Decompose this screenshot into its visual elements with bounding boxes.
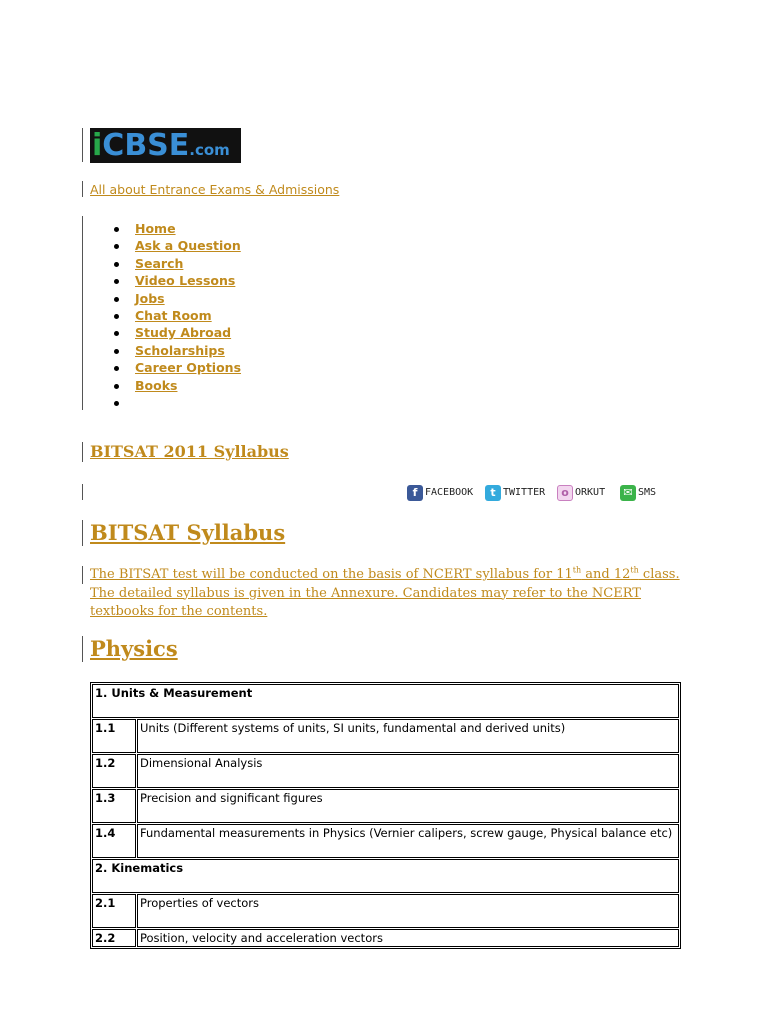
intro-marker bbox=[82, 566, 83, 584]
nav-label[interactable]: Books bbox=[135, 377, 178, 393]
table-cell-topic: Properties of vectors bbox=[137, 894, 679, 928]
table-cell-topic: Fundamental measurements in Physics (Vernier calipers, screw gauge, Physical balance etc) bbox=[137, 824, 679, 858]
table-cell-topic: Position, velocity and acceleration vectors bbox=[137, 929, 679, 947]
nav-item-career-options[interactable] bbox=[112, 359, 241, 376]
intro-part2: and 12 bbox=[581, 567, 631, 582]
table-row bbox=[92, 719, 679, 753]
bullet-icon bbox=[114, 401, 119, 406]
section-title[interactable]: BITSAT Syllabus bbox=[90, 520, 286, 545]
logo-suffix: .com bbox=[189, 141, 230, 159]
table-cell-number: 2.1 bbox=[92, 894, 136, 928]
table-section-header: 1. Units & Measurement bbox=[92, 684, 679, 718]
table-row bbox=[92, 684, 679, 718]
table-cell-topic: Dimensional Analysis bbox=[137, 754, 679, 788]
nav-item-search[interactable] bbox=[112, 255, 241, 272]
bullet-icon bbox=[114, 227, 119, 232]
share-sms[interactable] bbox=[620, 484, 656, 501]
nav-item-books[interactable] bbox=[112, 377, 241, 394]
nav-label[interactable]: Home bbox=[135, 221, 176, 236]
nav-item-video-lessons[interactable] bbox=[112, 272, 241, 289]
bullet-icon bbox=[114, 366, 119, 371]
share-orkut[interactable] bbox=[557, 484, 605, 501]
nav-label[interactable]: Scholarships bbox=[135, 342, 225, 358]
tagline-marker bbox=[82, 181, 83, 197]
nav-item-jobs[interactable] bbox=[112, 290, 241, 307]
intro-part3: class. The detailed syllabus is given in the Annexure. Candidates may refer to the NCERT textbooks for the contents. bbox=[90, 567, 680, 619]
bullet-icon bbox=[114, 297, 119, 302]
nav-item-chat-room[interactable] bbox=[112, 307, 241, 324]
nav-label[interactable]: Chat Room bbox=[135, 307, 212, 323]
nav-label[interactable]: Study Abroad bbox=[135, 325, 232, 341]
bullet-icon bbox=[114, 384, 119, 389]
bullet-icon bbox=[114, 349, 119, 354]
intro-sup2: th bbox=[630, 565, 639, 575]
nav-item-study-abroad[interactable] bbox=[112, 324, 241, 341]
intro-paragraph[interactable] bbox=[90, 566, 690, 622]
nav-item-empty bbox=[112, 394, 241, 411]
bullet-icon bbox=[114, 331, 119, 336]
subject-title[interactable]: Physics bbox=[90, 636, 178, 661]
tagline-link[interactable]: All about Entrance Exams & Admissions bbox=[90, 182, 340, 197]
table-row bbox=[92, 894, 679, 928]
nav-label[interactable]: Career Options bbox=[135, 360, 242, 376]
nav-label[interactable]: Video Lessons bbox=[135, 273, 236, 289]
logo-main: CBSE bbox=[102, 128, 190, 163]
bullet-icon bbox=[114, 244, 119, 249]
table-row bbox=[92, 824, 679, 858]
logo-marker bbox=[82, 128, 83, 162]
main-nav bbox=[112, 220, 241, 411]
bullet-icon bbox=[114, 279, 119, 284]
orkut-icon: o bbox=[557, 485, 573, 501]
table-cell-topic: Precision and significant figures bbox=[137, 789, 679, 823]
table-cell-number: 2.2 bbox=[92, 929, 136, 947]
table-cell-topic: Units (Different systems of units, SI units, fundamental and derived units) bbox=[137, 719, 679, 753]
table-cell-number: 1.2 bbox=[92, 754, 136, 788]
share-facebook[interactable] bbox=[407, 484, 473, 501]
bullet-icon bbox=[114, 262, 119, 267]
table-cell-number: 1.4 bbox=[92, 824, 136, 858]
table-cell-number: 1.1 bbox=[92, 719, 136, 753]
site-logo[interactable] bbox=[90, 128, 241, 163]
subject-marker bbox=[82, 636, 83, 662]
nav-label[interactable]: Jobs bbox=[135, 290, 165, 306]
share-sms-label: SMS bbox=[638, 487, 657, 498]
section-marker bbox=[82, 520, 83, 546]
intro-sup1: th bbox=[572, 565, 582, 575]
nav-item-home[interactable] bbox=[112, 220, 241, 237]
page-title[interactable]: BITSAT 2011 Syllabus bbox=[90, 442, 289, 461]
share-twitter-label: TWITTER bbox=[503, 487, 546, 498]
nav-marker bbox=[82, 216, 83, 410]
share-marker bbox=[82, 484, 83, 500]
nav-label[interactable]: Ask a Question bbox=[135, 238, 241, 254]
table-row bbox=[92, 929, 679, 947]
logo-prefix: i bbox=[92, 128, 103, 163]
nav-item-ask-question[interactable] bbox=[112, 237, 241, 254]
nav-item-scholarships[interactable] bbox=[112, 342, 241, 359]
table-row bbox=[92, 789, 679, 823]
table-section-header: 2. Kinematics bbox=[92, 859, 679, 893]
share-orkut-label: ORKUT bbox=[575, 487, 606, 498]
nav-label[interactable]: Search bbox=[135, 255, 184, 271]
table-row bbox=[92, 754, 679, 788]
bullet-icon bbox=[114, 314, 119, 319]
table-cell-number: 1.3 bbox=[92, 789, 136, 823]
intro-part1: The BITSAT test will be conducted on the basis of NCERT syllabus for 11 bbox=[90, 567, 573, 582]
heading-marker bbox=[82, 442, 83, 462]
table-row bbox=[92, 859, 679, 893]
syllabus-table bbox=[90, 682, 681, 949]
facebook-icon: f bbox=[407, 485, 423, 501]
share-facebook-label: FACEBOOK bbox=[425, 487, 474, 498]
twitter-icon: t bbox=[485, 485, 501, 501]
share-twitter[interactable] bbox=[485, 484, 545, 501]
sms-icon: ✉ bbox=[620, 485, 636, 501]
